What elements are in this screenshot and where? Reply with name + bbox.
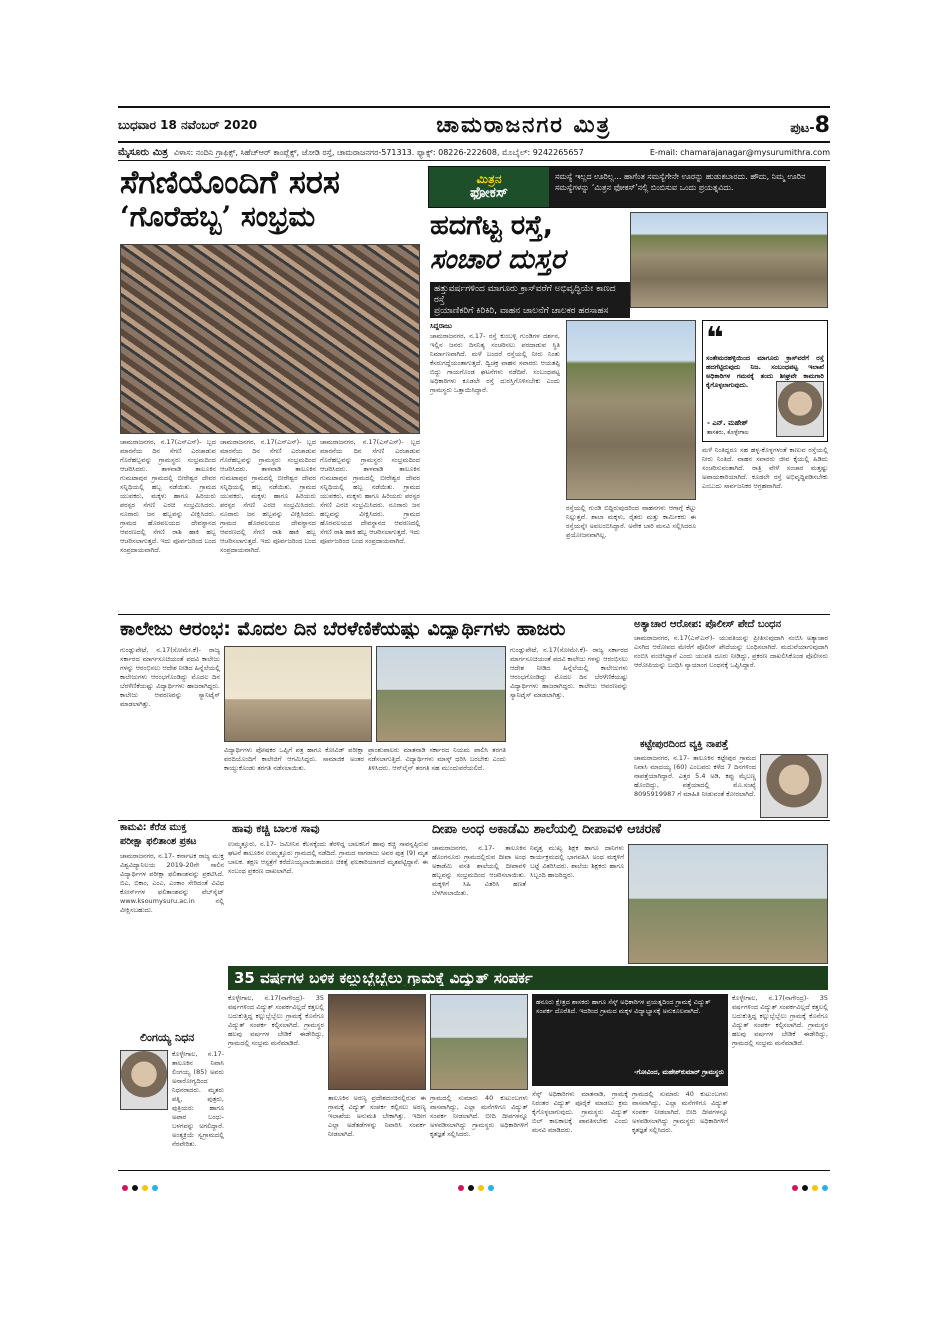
focus-byline: ಸಿದ್ದರಾಜು	[430, 322, 452, 330]
college-body-col4: ಗುಂಡ್ಲುಪೇಟೆ, ನ.17(ಸೋಮೇ.ಕೆ)- ರಾಜ್ಯ ಸರ್ಕಾರದ ಮಾರ್ಗಸೂಚಿಯಂತೆ ಪದವಿ ಕಾಲೇಜು ಗಳನ್ನು ಆರಂಭಿಸಲು ಆದೇಶ ನೀಡಿದ ಹಿನ್ನೆಲೆಯಲ್ಲಿ ಕಾಲೇಜುಗಳು ಆರಂಭಗೊಂಡಿದ್ದು ಮೊದಲ ದಿನ ಬೆರಳೆಣಿಕೆಯಷ್ಟು ವಿದ್ಯಾರ್ಥಿಗಳು ಹಾಜರಾಗಿದ್ದರು. ಕಾಲೇಜು ಆವರಣವನ್ನು ಸ್ಯಾನಿಟೈಸ್ ಮಾಡಲಾಗಿತ್ತು.	[510, 646, 628, 699]
snake-body: ಉಮ್ಮತ್ತೂರು, ನ.17- ಜಮೀನಿನ ಕೆಲಸಕ್ಕೆಂದು ತೆರಳಿದ್ದ ಬಾಲಕನಿಗೆ ಹಾವು ಕಚ್ಚಿ ಸಾವನ್ನಪ್ಪಿರುವ ಘಟನೆ ತಾಲೂಕಿನ ಉಮ್ಮತ್ತೂರು ಗ್ರಾಮದಲ್ಲಿ ನಡೆದಿದೆ. ಗ್ರಾಮದ ನಾಗರಾಜು ಅವರ ಪುತ್ರ (9) ಮೃತ ಬಾಲಕ. ತಕ್ಷಣ ಆಸ್ಪತ್ರೆಗೆ ಕರೆದೊಯ್ಯಲಾಯಿತಾದರೂ ಚಿಕಿತ್ಸೆ ಫಲಕಾರಿಯಾಗದೆ ಮೃತಪಟ್ಟಿದ್ದಾನೆ. ಈ ಸಂಬಂಧ ಪ್ರಕರಣ ದಾಖಲಾಗಿದೆ.	[228, 840, 428, 875]
college-body-col2: ವಿದ್ಯಾರ್ಥಿಗಳು ಪೋಷಕರ ಒಪ್ಪಿಗೆ ಪತ್ರ ಹಾಗೂ ಕೋವಿಡ್ ಪರೀಕ್ಷಾ ವರದಿಯೊಂದಿಗೆ ಕಾಲೇಜಿಗೆ ಆಗಮಿಸಿದ್ದರು. ಸಾಮಾಜಿಕ ಅಂತರ ಕಾಯ್ದುಕೊಂಡು ತರಗತಿ ನಡೆಸಲಾಯಿತು.	[224, 746, 364, 772]
registration-dots-center	[456, 1176, 496, 1195]
electricity-body-col3: ಗ್ರಾಮದಲ್ಲಿ ಸುಮಾರು 40 ಕುಟುಂಬಗಳು ವಾಸವಾಗಿದ್ದು, ಎಲ್ಲಾ ಮನೆಗಳಿಗೂ ವಿದ್ಯುತ್ ಸಂಪರ್ಕ ನೀಡಲಾಗಿದೆ. ಬೀದಿ ದೀಪಗಳನ್ನೂ ಅಳವಡಿಸಲಾಗಿದ್ದು ಗ್ರಾಮಸ್ಥರು ಅಧಿಕಾರಿಗಳಿಗೆ ಕೃತಜ್ಞತೆ ಸಲ್ಲಿಸಿದರು.	[430, 1094, 528, 1138]
snake-headline: ಹಾವು ಕಚ್ಚಿ ಬಾಲಕ ಸಾವು	[232, 822, 320, 835]
masthead	[118, 110, 830, 140]
focus-quote-title: ಶಾಸಕರು, ಕೊಳ್ಳೇಗಾಲ	[707, 429, 749, 436]
electricity-headline: 35 ವರ್ಷಗಳ ಬಳಿಕ ಕಲ್ಲುಬ್ಬೆಬ್ಬೆಲು ಗ್ರಾಮಕ್ಕೆ ವಿದ್ಯುತ್ ಸಂಪರ್ಕ	[234, 970, 533, 986]
electricity-body-col1: ಕೊಳ್ಳೇಗಾಲ, ನ.17(ನಾಗೇಂದ್ರ)- 35 ವರ್ಷಗಳಿಂದ ವಿದ್ಯುತ್ ಸಂಪರ್ಕವಿಲ್ಲದೆ ಕತ್ತಲಲ್ಲಿ ಬದುಕುತ್ತಿದ್ದ ಕಲ್ಲುಬ್ಬೆಬ್ಬೆಲು ಗ್ರಾಮಕ್ಕೆ ಕೊನೆಗೂ ವಿದ್ಯುತ್ ಸಂಪರ್ಕ ಕಲ್ಪಿಸಲಾಗಿದೆ. ಗ್ರಾಮಸ್ಥರ ಹಲವು ವರ್ಷಗಳ ಬೇಡಿಕೆ ಈಡೇರಿದ್ದು, ಗ್ರಾಮದಲ್ಲಿ ಸಂಭ್ರಮ ಮನೆಮಾಡಿದೆ.	[228, 994, 324, 1047]
ksou-headline-line1: ಕಾಮವಿ: ಕೆರೆಡ ಮುಕ್ತ	[120, 822, 187, 833]
focus-badge-line2: ಫೋಕಸ್	[470, 184, 508, 201]
focus-quote-box	[702, 320, 828, 442]
info-address: ವಿಳಾಸ: ನಂದಿನಿ ಗ್ರಾಫಿಕ್ಸ್, ಸಿಹೆಚ್‌ಆರ್ ಕಾಂಪ್ಲೆಕ್ಸ್, ಜೋಡಿ ರಸ್ತೆ, ಚಾಮರಾಜನಗರ-571313. ಫ್ಯಾಕ್ಸ್: 08226-222608, ಮೊಬೈಲ್: 9242265657	[173, 147, 584, 157]
electricity-body-col5: ಗ್ರಾಮದಲ್ಲಿ ಸುಮಾರು 40 ಕುಟುಂಬಗಳು ವಾಸವಾಗಿದ್ದು, ಎಲ್ಲಾ ಮನೆಗಳಿಗೂ ವಿದ್ಯುತ್ ಸಂಪರ್ಕ ನೀಡಲಾಗಿದೆ. ಬೀದಿ ದೀಪಗಳನ್ನೂ ಅಳವಡಿಸಲಾಗಿದ್ದು ಗ್ರಾಮಸ್ಥರು ಅಧಿಕಾರಿಗಳಿಗೆ ಕೃತಜ್ಞತೆ ಸಲ್ಲಿಸಿದರು.	[632, 1090, 728, 1134]
electricity-body-col6: ಕೊಳ್ಳೇಗಾಲ, ನ.17(ನಾಗೇಂದ್ರ)- 35 ವರ್ಷಗಳಿಂದ ವಿದ್ಯುತ್ ಸಂಪರ್ಕವಿಲ್ಲದೆ ಕತ್ತಲಲ್ಲಿ ಬದುಕುತ್ತಿದ್ದ ಕಲ್ಲುಬ್ಬೆಬ್ಬೆಲು ಗ್ರಾಮಕ್ಕೆ ಕೊನೆಗೂ ವಿದ್ಯುತ್ ಸಂಪರ್ಕ ಕಲ್ಪಿಸಲಾಗಿದೆ. ಗ್ರಾಮಸ್ಥರ ಹಲವು ವರ್ಷಗಳ ಬೇಡಿಕೆ ಈಡೇರಿದ್ದು, ಗ್ರಾಮದಲ್ಲಿ ಸಂಭ್ರಮ ಮನೆಮಾಡಿದೆ.	[732, 994, 828, 1047]
gorehabba-body-col2: ಚಾಮರಾಜನಗರ, ನ.17(ಎಸ್‌ಎಸ್)- ಬ್ಬದ ಮಾರನೆಯ ದಿನ ಸೆಗಣಿ ಎರಚಾಡುವ ಗೊರೆಹಬ್ಬವನ್ನು ಗ್ರಾಮಸ್ಥರು ಸಂಭ್ರಮದಿಂದ ಆಚರಿಸಿದರು. ತಾಳವಾಡಿ ತಾಲೂಕಿನ ಗುಮಟಾಪುರ ಗ್ರಾಮದಲ್ಲಿ ಬೀರೇಶ್ವರ ದೇವರ ಸನ್ನಿಧಿಯಲ್ಲಿ ಹಬ್ಬ ನಡೆಯಿತು. ಗ್ರಾಮದ ಯುವಕರು, ಮಕ್ಕಳು ಹಾಗೂ ಹಿರಿಯರು ಪರಸ್ಪರ ಸೆಗಣಿ ಎರಚಿ ಸಂಭ್ರಮಿಸಿದರು. ನೂರಾರು ಜನ ಹಬ್ಬವನ್ನು ವೀಕ್ಷಿಸಿದರು. ಗ್ರಾಮದ ಹೊರವಲಯದ ದೇವಸ್ಥಾನದ ಆವರಣದಲ್ಲಿ ಸೆಗಣಿ ರಾಶಿ ಹಾಕಿ ಹಬ್ಬ ಆಚರಿಸಲಾಗುತ್ತದೆ. ಇದು ಪೂರ್ವಜರಿಂದ ಬಂದ ಸಂಪ್ರದಾಯವಾಗಿದೆ.	[220, 438, 316, 554]
electricity-officials-photo	[430, 994, 528, 1090]
deepa-headline: ದೀಪಾ ಅಂಧ ಅಕಾಡೆಮಿ ಶಾಲೆಯಲ್ಲಿ ದೀಪಾವಳಿ ಆಚರಣೆ	[432, 823, 661, 836]
college-body-col1: ಗುಂಡ್ಲುಪೇಟೆ, ನ.17(ಸೋಮೇ.ಕೆ)- ರಾಜ್ಯ ಸರ್ಕಾರದ ಮಾರ್ಗಸೂಚಿಯಂತೆ ಪದವಿ ಕಾಲೇಜು ಗಳನ್ನು ಆರಂಭಿಸಲು ಆದೇಶ ನೀಡಿದ ಹಿನ್ನೆಲೆಯಲ್ಲಿ ಕಾಲೇಜುಗಳು ಆರಂಭಗೊಂಡಿದ್ದು ಮೊದಲ ದಿನ ಬೆರಳೆಣಿಕೆಯಷ್ಟು ವಿದ್ಯಾರ್ಥಿಗಳು ಹಾಜರಾಗಿದ್ದರು. ಕಾಲೇಜು ಆವರಣವನ್ನು ಸ್ಯಾನಿಟೈಸ್ ಮಾಡಲಾಗಿತ್ತು.	[120, 646, 220, 708]
obituary-body: ಕೊಳ್ಳೇಗಾಲ, ನ.17- ತಾಲೂಕಿನ ನಿವಾಸಿ ಲಿಂಗಯ್ಯ (85) ಅವರು ಅನಾರೋಗ್ಯದಿಂದ ನಿಧನರಾದರು. ಮೃತರು ಪತ್ನಿ, ಪುತ್ರರು, ಪುತ್ರಿಯರು ಹಾಗೂ ಅಪಾರ ಬಂಧು-ಬಳಗವನ್ನು ಅಗಲಿದ್ದಾರೆ. ಅಂತ್ಯಕ್ರಿಯೆ ಸ್ವಗ್ರಾಮದಲ್ಲಿ ನೆರವೇರಿತು.	[172, 1050, 224, 1148]
gorehabba-headline-line2: ‘ಗೊರೆಹಬ್ಬ’ ಸಂಭ್ರಮ	[120, 200, 316, 233]
missing-headline: ಕಟ್ಟೇಪುರದಿಂದ ವ್ಯಕ್ತಿ ನಾಪತ್ತೆ	[640, 739, 729, 750]
focus-headline-line2: ಸಂಚಾರ ದುಸ್ತರ	[430, 244, 565, 275]
paper-name: ಚಾಮರಾಜನಗರ ಮಿತ್ರ	[436, 112, 612, 138]
deepa-body-col1: ಚಾಮರಾಜನಗರ, ನ.17- ತಾಲೂಕಿನ ಹೊಂಗನೂರು ಗ್ರಾಮದಲ್ಲಿರುವ ದೀಪಾ ಅಂಧ ಅಕಾಡೆಮಿ ವಸತಿ ಶಾಲೆಯಲ್ಲಿ ದೀಪಾವಳಿ ಹಬ್ಬವನ್ನು ಸಂಭ್ರಮದಿಂದ ಆಚರಿಸಲಾಯಿತು. ಮಕ್ಕಳಿಗೆ ಸಿಹಿ ವಿತರಿಸಿ ಹಣತೆ ಬೆಳಗಿಸಲಾಯಿತು.	[432, 844, 526, 897]
quote-mark-icon: ❝	[706, 321, 724, 356]
ksou-headline-line2: ಪರೀಕ್ಷಾ ಫಲಿತಾಂಶ ಪ್ರಕಟ	[120, 836, 197, 847]
electricity-quote-box	[532, 994, 728, 1086]
college-officials-photo	[376, 646, 506, 742]
focus-banner	[428, 166, 826, 208]
electricity-body-col2: ತಾಲೂಕಿನ ಅರಣ್ಯ ಪ್ರದೇಶದಂಚಿನಲ್ಲಿರುವ ಈ ಗ್ರಾಮಕ್ಕೆ ವಿದ್ಯುತ್ ಸಂಪರ್ಕ ಕಲ್ಪಿಸಲು ಅರಣ್ಯ ಇಲಾಖೆಯ ಅನುಮತಿ ಬೇಕಾಗಿತ್ತು. ಇದೀಗ ಎಲ್ಲಾ ಅಡೆತಡೆಗಳನ್ನು ನಿವಾರಿಸಿ ಸಂಪರ್ಕ ನೀಡಲಾಗಿದೆ.	[328, 1094, 426, 1138]
focus-bullet-2: ಪ್ರಯಾಣಿಕರಿಗೆ ಕಿರಿಕಿರಿ, ವಾಹನ ಚಾಲನೆಗೆ ಚಾಲಕರ ಹರಸಾಹಸ	[434, 306, 609, 316]
focus-road-photo	[630, 212, 828, 308]
registration-dots-left	[120, 1176, 160, 1195]
gorehabba-headline-line1: ಸೆಗಣಿಯೊಂದಿಗೆ ಸರಸ	[120, 163, 340, 201]
gorehabba-crowd-photo	[120, 244, 420, 434]
deepa-children-photo	[628, 844, 828, 964]
electricity-headline-bar	[228, 966, 828, 990]
focus-quote-name: - ಎನ್. ಮಹೇಶ್	[707, 419, 749, 427]
gorehabba-body-col3: ಚಾಮರಾಜನಗರ, ನ.17(ಎಸ್‌ಎಸ್)- ಬ್ಬದ ಮಾರನೆಯ ದಿನ ಸೆಗಣಿ ಎರಚಾಡುವ ಗೊರೆಹಬ್ಬವನ್ನು ಗ್ರಾಮಸ್ಥರು ಸಂಭ್ರಮದಿಂದ ಆಚರಿಸಿದರು. ತಾಳವಾಡಿ ತಾಲೂಕಿನ ಗುಮಟಾಪುರ ಗ್ರಾಮದಲ್ಲಿ ಬೀರೇಶ್ವರ ದೇವರ ಸನ್ನಿಧಿಯಲ್ಲಿ ಹಬ್ಬ ನಡೆಯಿತು. ಗ್ರಾಮದ ಯುವಕರು, ಮಕ್ಕಳು ಹಾಗೂ ಹಿರಿಯರು ಪರಸ್ಪರ ಸೆಗಣಿ ಎರಚಿ ಸಂಭ್ರಮಿಸಿದರು. ನೂರಾರು ಜನ ಹಬ್ಬವನ್ನು ವೀಕ್ಷಿಸಿದರು. ಗ್ರಾಮದ ಹೊರವಲಯದ ದೇವಸ್ಥಾನದ ಆವರಣದಲ್ಲಿ ಸೆಗಣಿ ರಾಶಿ ಹಾಕಿ ಹಬ್ಬ ಆಚರಿಸಲಾಗುತ್ತದೆ. ಇದು ಪೂರ್ವಜರಿಂದ ಬಂದ ಸಂಪ್ರದಾಯವಾಗಿದೆ.	[320, 438, 420, 545]
rape-body: ಚಾಮರಾಜನಗರ, ನ.17(ಎಸ್‌ಎಸ್)- ಯುವತಿಯನ್ನು ಪ್ರೀತಿಸುವುದಾಗಿ ನಂಬಿಸಿ ಅತ್ಯಾಚಾರ ಎಸಗಿದ ಆರೋಪದ ಮೇರೆಗೆ ಪೊಲೀಸ್ ಪೇದೆಯನ್ನು ಬಂಧಿಸಲಾಗಿದೆ. ಮದುವೆಯಾಗುವುದಾಗಿ ನಂಬಿಸಿ ವಂಚಿಸಿದ್ದಾನೆ ಎಂದು ಯುವತಿ ದೂರು ನೀಡಿದ್ದು, ಪ್ರಕರಣ ದಾಖಲಿಸಿಕೊಂಡ ಪೊಲೀಸರು ಆರೋಪಿಯನ್ನು ಬಂಧಿಸಿ ನ್ಯಾಯಾಂಗ ಬಂಧನಕ್ಕೆ ಒಪ್ಪಿಸಿದ್ದಾರೆ.	[634, 634, 828, 669]
focus-quote: ಸಂತೇಮರಹಳ್ಳಿಯಿಂದ ಮಾಗೂರು ಕ್ರಾಸ್‌ವರೆಗೆ ರಸ್ತೆ ಹದಗೆಟ್ಟಿರುವುದು ನಿಜ. ಸಂಬಂಧಪಟ್ಟ ಇಲಾಖೆ ಅಧಿಕಾರಿಗಳ ಗಮನಕ್ಕೆ ತಂದು ಶೀಘ್ರವೇ ಕಾಮಗಾರಿ ಕೈಗೊಳ್ಳಲಾಗುವುದು.	[706, 354, 824, 389]
registration-dots-right	[790, 1176, 830, 1195]
focus-headline-line1: ಹದಗೆಟ್ಟ ರಸ್ತೆ,	[430, 210, 554, 241]
page-number: ಪುಟ-8	[790, 112, 830, 138]
ksou-body: ಚಾಮರಾಜನಗರ, ನ.17- ಕರ್ನಾಟಕ ರಾಜ್ಯ ಮುಕ್ತ ವಿಶ್ವವಿದ್ಯಾನಿಲಯ 2019-20ನೇ ಸಾಲಿನ ವಿದ್ಯಾರ್ಥಿಗಳ ಪರೀಕ್ಷಾ ಫಲಿತಾಂಶವನ್ನು ಪ್ರಕಟಿಸಿದೆ. ಬಿಎ, ಬಿಕಾಂ, ಎಂಎ, ಎಂಕಾಂ ಸೇರಿದಂತೆ ವಿವಿಧ ಕೋರ್ಸ್‌ಗಳ ಫಲಿತಾಂಶವನ್ನು ವೆಬ್‌ಸೈಟ್ www.ksoumysuru.ac.in ನಲ್ಲಿ ವೀಕ್ಷಿಸಬಹುದು.	[120, 852, 224, 914]
focus-intro: ಸಮಸ್ಯೆ ಇಲ್ಲದ ಊರಿಲ್ಲ... ಹಾಗೆಂತ ಸಮಸ್ಯೆಗೇನೇ ಊರನ್ನು ಹುಡುಕಬಾರದು. ಹೌದು, ನಿಮ್ಮ ಊರಿನ ಸಮಸ್ಯೆಗಳನ್ನು ‘ಮಿತ್ರನ ಫೋಕಸ್’ನಲ್ಲಿ ಬಿಂಬಿಸುವ ಒಂದು ಪ್ರಯತ್ನವಿದು.	[549, 167, 825, 207]
issue-date: ಬುಧವಾರ 18 ನವೆಂಬರ್ 2020	[118, 117, 258, 132]
focus-body-col1: ಚಾಮರಾಜನಗರ, ನ.17- ರಸ್ತೆ ಕುಂಬಳ್ಳಿ ಗುಂಡಿಗಳ ದರ್ಶನ, ಇಲ್ಲಿನ ಜನರು ದಿನನಿತ್ಯ ಸಂಚರಿಸಲು ಪರದಾಡುವ ಸ್ಥಿತಿ ನಿರ್ಮಾಣವಾಗಿದೆ. ಮಳೆ ಬಂದರೆ ರಸ್ತೆಯಲ್ಲಿ ನೀರು ನಿಂತು ಕೆಸರುಗದ್ದೆಯಂತಾಗುತ್ತದೆ. ದ್ವಿಚಕ್ರ ವಾಹನ ಸವಾರರು ಆಯತಪ್ಪಿ ಬಿದ್ದು ಗಾಯಗೊಂಡ ಘಟನೆಗಳು ನಡೆದಿವೆ. ಸಂಬಂಧಪಟ್ಟ ಅಧಿಕಾರಿಗಳು ಕೂಡಲೇ ರಸ್ತೆ ದುರಸ್ತಿಗೊಳಿಸಬೇಕು ಎಂದು ಗ್ರಾಮಸ್ಥರು ಒತ್ತಾಯಿಸಿದ್ದಾರೆ.	[430, 332, 560, 394]
focus-body-col3: ಮಳೆ ನಿಂತಿದ್ದರೂ ಸಹ ಹಳ್ಳ-ಕೊಳ್ಳಗಳಂತೆ ಕಾಣುವ ರಸ್ತೆಯಲ್ಲಿ ನೀರು ನಿಂತಿದೆ. ವಾಹನ ಸವಾರರು ಜೀವ ಕೈಯಲ್ಲಿ ಹಿಡಿದು ಸಂಚರಿಸುವಂತಾಗಿದೆ. ರಾತ್ರಿ ವೇಳೆ ಸಂಚಾರ ಮತ್ತಷ್ಟು ಅಪಾಯಕಾರಿಯಾಗಿದೆ. ಕೂಡಲೇ ರಸ್ತೆ ಅಭಿವೃದ್ಧಿಪಡಿಸಬೇಕು ಎಂಬುದು ಸಾರ್ವಜನಿಕರ ಆಗ್ರಹವಾಗಿದೆ.	[702, 446, 828, 490]
missing-person-photo	[760, 754, 828, 818]
missing-body: ಚಾಮರಾಜನಗರ, ನ.17- ತಾಲೂಕಿನ ಕಟ್ಟೇಪುರ ಗ್ರಾಮದ ನಿವಾಸಿ ಮಾದಯ್ಯ (60) ಎಂಬವರು ಕಳೆದ 7 ದಿನಗಳಿಂದ ನಾಪತ್ತೆಯಾಗಿದ್ದಾರೆ. ಎತ್ತರ 5.4 ಅಡಿ, ಕಪ್ಪು ಮೈಬಣ್ಣ ಹೊಂದಿದ್ದು, ಪತ್ತೆಯಾದಲ್ಲಿ ಮೊ.ಸಂಖ್ಯೆ 8095919987 ಗೆ ಮಾಹಿತಿ ನೀಡುವಂತೆ ಕೋರಲಾಗಿದೆ.	[634, 754, 756, 798]
obituary-portrait	[120, 1050, 168, 1110]
focus-road-photo-2	[566, 320, 696, 500]
info-paper-name: ಮೈಸೂರು ಮಿತ್ರ	[118, 146, 168, 158]
electricity-villagers-photo	[328, 994, 426, 1090]
gorehabba-body-col1: ಚಾಮರಾಜನಗರ, ನ.17(ಎಸ್‌ಎಸ್)- ಬ್ಬದ ಮಾರನೆಯ ದಿನ ಸೆಗಣಿ ಎರಚಾಡುವ ಗೊರೆಹಬ್ಬವನ್ನು ಗ್ರಾಮಸ್ಥರು ಸಂಭ್ರಮದಿಂದ ಆಚರಿಸಿದರು. ತಾಳವಾಡಿ ತಾಲೂಕಿನ ಗುಮಟಾಪುರ ಗ್ರಾಮದಲ್ಲಿ ಬೀರೇಶ್ವರ ದೇವರ ಸನ್ನಿಧಿಯಲ್ಲಿ ಹಬ್ಬ ನಡೆಯಿತು. ಗ್ರಾಮದ ಯುವಕರು, ಮಕ್ಕಳು ಹಾಗೂ ಹಿರಿಯರು ಪರಸ್ಪರ ಸೆಗಣಿ ಎರಚಿ ಸಂಭ್ರಮಿಸಿದರು. ನೂರಾರು ಜನ ಹಬ್ಬವನ್ನು ವೀಕ್ಷಿಸಿದರು. ಗ್ರಾಮದ ಹೊರವಲಯದ ದೇವಸ್ಥಾನದ ಆವರಣದಲ್ಲಿ ಸೆಗಣಿ ರಾಶಿ ಹಾಕಿ ಹಬ್ಬ ಆಚರಿಸಲಾಗುತ್ತದೆ. ಇದು ಪೂರ್ವಜರಿಂದ ಬಂದ ಸಂಪ್ರದಾಯವಾಗಿದೆ.	[120, 438, 216, 554]
obituary-headline: ಲಿಂಗಯ್ಯ ನಿಧನ	[140, 1031, 195, 1044]
deepa-body-col2: ನಿವೃತ್ತ ಮುಖ್ಯ ಶಿಕ್ಷಕ ಹಾಗೂ ದಾನಿಗಳು ಕಾರ್ಯಕ್ರಮದಲ್ಲಿ ಭಾಗವಹಿಸಿ ಅಂಧ ಮಕ್ಕಳಿಗೆ ಬಟ್ಟೆ ವಿತರಿಸಿದರು. ಶಾಲೆಯ ಶಿಕ್ಷಕರು ಹಾಗೂ ಸಿಬ್ಬಂದಿ ಹಾಜರಿದ್ದರು.	[530, 844, 624, 879]
mla-portrait	[776, 381, 824, 437]
college-headline: ಕಾಲೇಜು ಆರಂಭ: ಮೊದಲ ದಿನ ಬೆರಳೆಣಿಕೆಯಷ್ಟು ವಿದ್ಯಾರ್ಥಿಗಳು ಹಾಜರು	[120, 620, 566, 639]
focus-bullet-1: ಹತ್ತುವರ್ಷಗಳಿಂದ ಮಾಗೂರು ಕ್ರಾಸ್‌ವರೆಗೆ ಅಭಿವೃದ್ಧಿಯೇ ಕಾಣದ ರಸ್ತೆ	[434, 284, 616, 305]
electricity-body-col4: ಸೆಸ್ಕ್ ಅಧಿಕಾರಿಗಳು ಮಾತನಾಡಿ, ಗ್ರಾಮಕ್ಕೆ ನಿರಂತರ ವಿದ್ಯುತ್ ಪೂರೈಕೆ ಮಾಡಲು ಕ್ರಮ ಕೈಗೊಳ್ಳಲಾಗುವುದು. ಗ್ರಾಮಸ್ಥರು ವಿದ್ಯುತ್ ಬಿಲ್ ಕಾಲಕಾಲಕ್ಕೆ ಪಾವತಿಸಬೇಕು ಎಂದು ಮನವಿ ಮಾಡಿದರು.	[532, 1090, 628, 1134]
focus-bullet-box	[430, 282, 630, 318]
rape-headline: ಅತ್ಯಾಚಾರ ಆರೋಪ: ಪೊಲೀಸ್ ಪೇದೆ ಬಂಧನ	[634, 619, 782, 630]
info-line	[118, 145, 830, 159]
electricity-quote: ಹನೂರು ಕ್ಷೇತ್ರದ ಶಾಸಕರು ಹಾಗೂ ಸೆಸ್ಕ್ ಅಧಿಕಾರಿಗಳ ಪ್ರಯತ್ನದಿಂದ ಗ್ರಾಮಕ್ಕೆ ವಿದ್ಯುತ್ ಸಂಪರ್ಕ ದೊರೆತಿದೆ. ಇದರಿಂದ ಗ್ರಾಮದ ಮಕ್ಕಳ ವಿದ್ಯಾಭ್ಯಾಸಕ್ಕೆ ಅನುಕೂಲವಾಗಿದೆ.	[536, 998, 711, 1015]
college-classroom-photo	[224, 646, 372, 742]
electricity-quote-name: -ಗೋವಿಂದ, ಮಹೇಶ್‌ಕುಮಾರ್ ಗ್ರಾಮಸ್ಥರು	[633, 1068, 724, 1076]
focus-badge-line1: ಮಿತ್ರನ	[476, 171, 502, 186]
info-email: E-mail: chamarajanagar@mysurumithra.com	[649, 147, 830, 157]
college-body-col3: ಪ್ರಾಂಶುಪಾಲರು ಮಾತನಾಡಿ ಸರ್ಕಾರದ ನಿಯಮ ಪಾಲಿಸಿ ತರಗತಿ ನಡೆಸಲಾಗುತ್ತಿದೆ. ವಿದ್ಯಾರ್ಥಿಗಳು ಮಾಸ್ಕ್ ಧರಿಸಿ ಬರಬೇಕು ಎಂದು ತಿಳಿಸಿದರು. ಆನ್‌ಲೈನ್ ತರಗತಿ ಸಹ ಮುಂದುವರೆಯಲಿದೆ.	[368, 746, 506, 772]
focus-body-col2: ರಸ್ತೆಯಲ್ಲಿ ಗುಂಡಿ ಬಿದ್ದಿರುವುದರಿಂದ ವಾಹನಗಳು ಆಗಾಗ್ಗೆ ಕೆಟ್ಟು ನಿಲ್ಲುತ್ತವೆ. ಶಾಲಾ ಮಕ್ಕಳು, ರೈತರು ಮತ್ತು ಕಾರ್ಮಿಕರು ಈ ರಸ್ತೆಯನ್ನೇ ಅವಲಂಬಿಸಿದ್ದಾರೆ. ಅನೇಕ ಬಾರಿ ಮನವಿ ಸಲ್ಲಿಸಿದರೂ ಪ್ರಯೋಜನವಾಗಿಲ್ಲ.	[566, 504, 696, 539]
